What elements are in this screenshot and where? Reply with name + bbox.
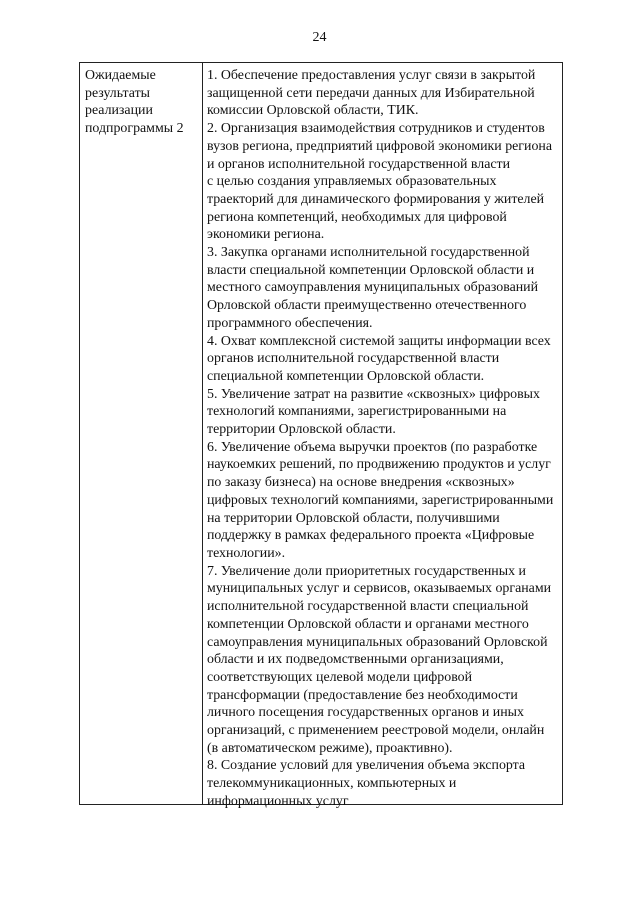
content-line: 2. Организация взаимодействия сотрудников и студентов <box>207 121 545 137</box>
content-line: муниципальных услуг и сервисов, оказываемых органами <box>207 581 552 597</box>
content-line: экономики региона. <box>207 227 325 243</box>
content-line: организаций, с применением реестровой модели, онлайн <box>207 723 545 739</box>
page-number: 24 <box>312 30 327 45</box>
content-line: 8. Создание условий для увеличения объема экспорта <box>207 758 526 774</box>
content-line: личного посещения государственных органов и иных <box>207 705 524 721</box>
content-line: 7. Увеличение доли приоритетных государственных и <box>207 563 526 579</box>
content-line: 4. Охват комплексной системой защиты информации всех <box>207 333 551 349</box>
content-line: самоуправления муниципальных образований Орловской <box>207 634 548 650</box>
column-divider <box>202 63 203 804</box>
content-line: наукоемких решений, по продвижению продуктов и услуг <box>207 457 551 473</box>
content-line: информационных услуг <box>207 793 349 809</box>
content-line: и органов исполнительной государственной власти <box>207 156 511 172</box>
content-line: 3. Закупка органами исполнительной государственной <box>207 245 530 261</box>
content-line: поддержку в рамках федерального проекта «Цифровые <box>207 528 535 544</box>
content-line: (в автоматическом режиме), проактивно). <box>207 740 453 756</box>
content-line: области и их подведомственными организациями, <box>207 652 504 668</box>
content-line: местного самоуправления муниципальных образований <box>207 280 539 296</box>
content-line: 1. Обеспечение предоставления услуг связи в закрытой <box>207 68 536 83</box>
content-line: трансформации (предоставление без необходимости <box>207 687 518 703</box>
results-content-cell <box>207 67 561 811</box>
content-line: комиссии Орловской области, ТИК. <box>207 103 419 119</box>
content-line: власти специальной компетенции Орловской области и <box>207 262 535 278</box>
content-line: технологии». <box>207 545 286 561</box>
content-line: 6. Увеличение объема выручки проектов (по разработке <box>207 439 538 455</box>
content-line: исполнительной государственной власти специальной <box>207 599 529 615</box>
content-line: специальной компетенции Орловской области. <box>207 368 485 384</box>
label-line: подпрограммы 2 <box>85 121 184 137</box>
content-line: вузов региона, предприятий цифровой экономики региона <box>207 138 552 154</box>
content-line: 5. Увеличение затрат на развитие «сквозных» цифровых <box>207 386 540 402</box>
content-line: траекторий для динамического формирования у жителей <box>207 191 545 207</box>
label-line: реализации <box>85 103 153 119</box>
label-line: Ожидаемые <box>85 68 156 83</box>
content-line: компетенции Орловской области и органами местного <box>207 616 529 632</box>
content-line: телекоммуникационных, компьютерных и <box>207 776 457 792</box>
label-line: результаты <box>85 85 150 101</box>
content-line: на территории Орловской области, получившими <box>207 510 500 526</box>
content-line: с целью создания управляемых образовательных <box>207 174 497 190</box>
content-line: цифровых технологий компаниями, зарегистрированными <box>207 492 554 508</box>
label-cell <box>85 67 197 138</box>
content-line: соответствующих целевой модели цифровой <box>207 669 473 685</box>
content-line: по заказу бизнеса) на основе внедрения «сквозных» <box>207 475 515 491</box>
content-line: региона компетенций, необходимых для цифровой <box>207 209 507 225</box>
content-line: программного обеспечения. <box>207 315 373 331</box>
content-line: технологий компаниями, зарегистрированными на <box>207 404 507 420</box>
content-line: защищенной сети передачи данных для Избирательной <box>207 85 535 101</box>
content-line: Орловской области преимущественно отечественного <box>207 298 527 314</box>
content-line: органов исполнительной государственной власти <box>207 351 500 367</box>
content-line: территории Орловской области. <box>207 422 396 438</box>
results-table <box>79 62 563 809</box>
